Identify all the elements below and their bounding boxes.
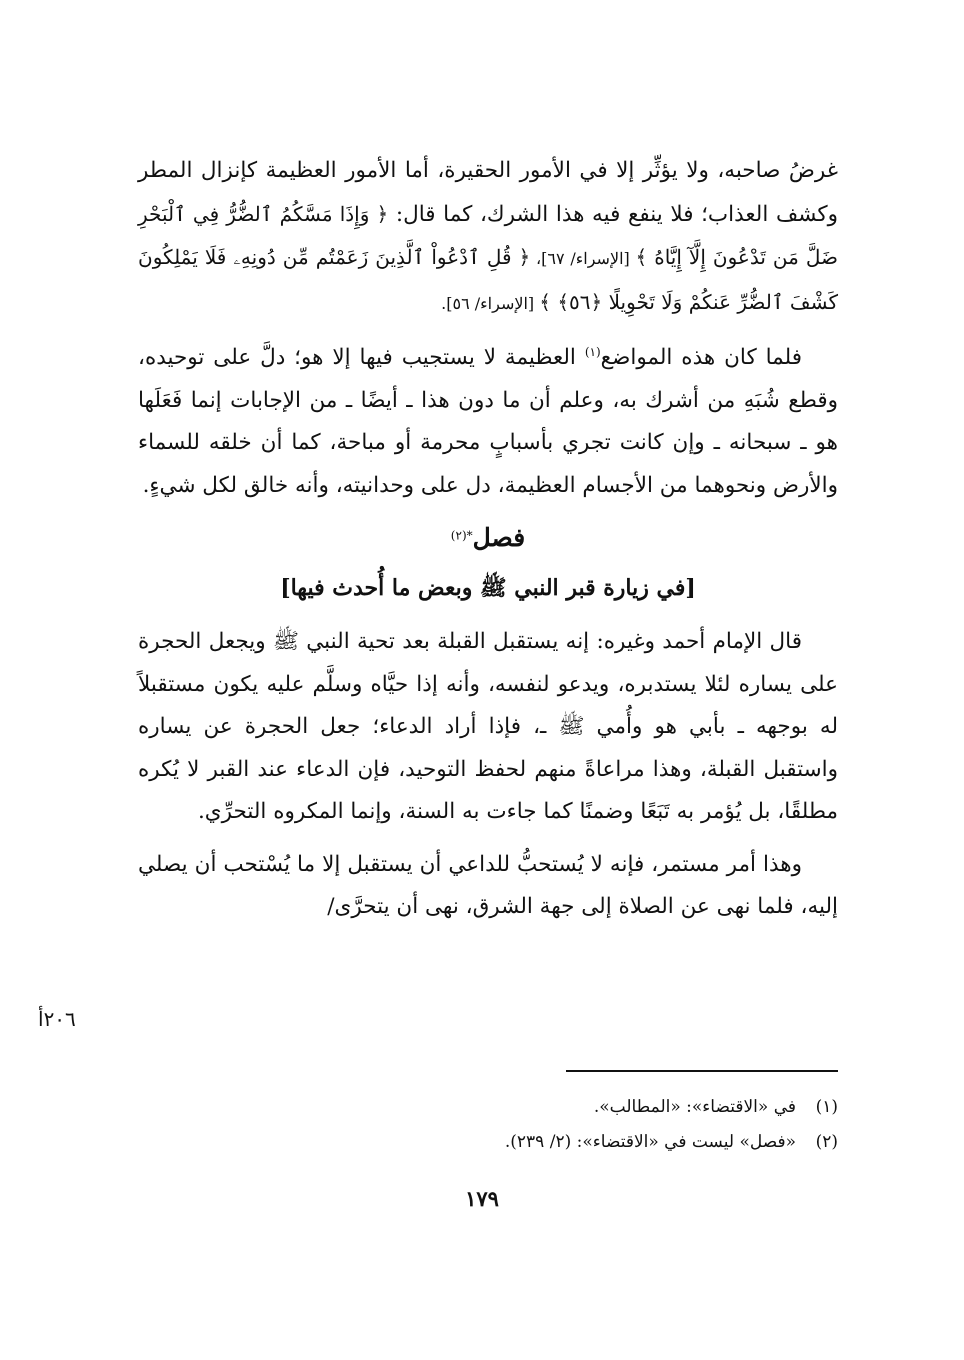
verse-reference-1: [الإسراء/ ٦٧]، xyxy=(530,249,636,268)
footnote-2-text: «فصل» ليست في «الاقتضاء»: (٢/ ٢٣٩). xyxy=(504,1132,796,1152)
paragraph-4: وهذا أمر مستمر، فإنه لا يُستحبُّ للداعي أن يستقبل إلا ما يُسْتحب أن يصلي إليه، فلما نهى عن الصلاة إلى جهة الشرق، نهى أن يتحرَّى/ xyxy=(138,851,838,919)
page-body xyxy=(138,150,838,929)
section-subtitle: [في زيارة قبر النبي ﷺ وبعض ما أُحدث فيها] xyxy=(280,575,696,601)
footnote-1-number: (١) xyxy=(815,1097,838,1117)
verse-reference-2: [الإسراء/ ٥٦]. xyxy=(441,293,540,313)
section-heading xyxy=(138,513,838,563)
quran-verse-1: ﴿ وَإِذَا مَسَّكُمُ ٱلضُّرُّ فِي ٱلْبَحْرِ ضَلَّ مَن تَدْعُونَ إِلَّآ إِيَّاهُ ﴾ xyxy=(138,201,839,269)
footnotes xyxy=(138,1090,838,1160)
footnote-1-text: في «الاقتضاء»: «المطالب». xyxy=(593,1097,796,1117)
footnote-marker-1: (١) xyxy=(584,344,601,359)
quran-verse-2: ﴿ قُلِ ٱدْعُواْ ٱلَّذِينَ زَعَمْتُم مِّن دُونِهِۦ فَلَا يَمْلِكُونَ كَشْفَ ٱلضُّرِّ عَنكُمْ وَلَا تَحْوِيلًا ﴿٥٦﴾ ﴾ xyxy=(138,245,838,314)
paragraph-2-text-end: العظيمة لا يستجيب فيها إلا هو؛ دلَّ على توحيده، وقطع شُبَهِ من أشرك به، وعلم أن ما دون هذا ـ أيضًا ـ من الإجابات إنما فَعَلَها هو ـ سبحانه ـ وإن كانت تجري بأسبابٍ محرمة أو مباحة، كما أن خلقه للسماء والأرض ونحوهما من الأجسام العظيمة، دل على وحدانيته، وأنه خالق لكل شيءٍ. xyxy=(138,345,838,498)
footnote-marker-2: *(٢) xyxy=(450,528,473,543)
paragraph-2-text-start: فلما كان هذه المواضع xyxy=(600,345,802,370)
paragraph-1-text: غرضُ صاحبه، ولا يؤثِّر إلا في الأمور الحقيرة، أما الأمور العظيمة كإنزال المطر وكشف العذاب؛ فلا ينفع فيه هذا الشرك، كما قال: xyxy=(138,158,838,227)
footnote-separator xyxy=(566,1070,838,1072)
footnote-2 xyxy=(138,1125,838,1160)
page-number: ١٧٩ xyxy=(465,1186,499,1211)
paragraph-1 xyxy=(138,150,838,325)
manuscript-folio-note: ٢٠٦أ xyxy=(38,1007,76,1031)
paragraph-3: قال الإمام أحمد وغيره: إنه يستقبل القبلة بعد تحية النبي ﷺ ويجعل الحجرة على يساره لئلا يستدبره، ويدعو لنفسه، وأنه إذا حيَّاه وسلَّم عليه يكون مستقبلاً له بوجهه ـ بأبي هو وأُمي ﷺ ـ، فإذا أراد الدعاء؛ جعل الحجرة عن يساره واستقبل القبلة، وهذا مراعاةً منهم لحفظ التوحيد، فإن الدعاء عند القبر لا يُكره مطلقًا، بل يُؤمر به تَبَعًا وضمنًا كما جاءت به السنة، وإنما المكروه التحرِّي. xyxy=(138,629,838,824)
section-title: فصل xyxy=(472,523,526,552)
paragraph-2 xyxy=(138,337,838,507)
footnote-1 xyxy=(138,1090,838,1125)
footnote-2-number: (٢) xyxy=(815,1132,838,1152)
